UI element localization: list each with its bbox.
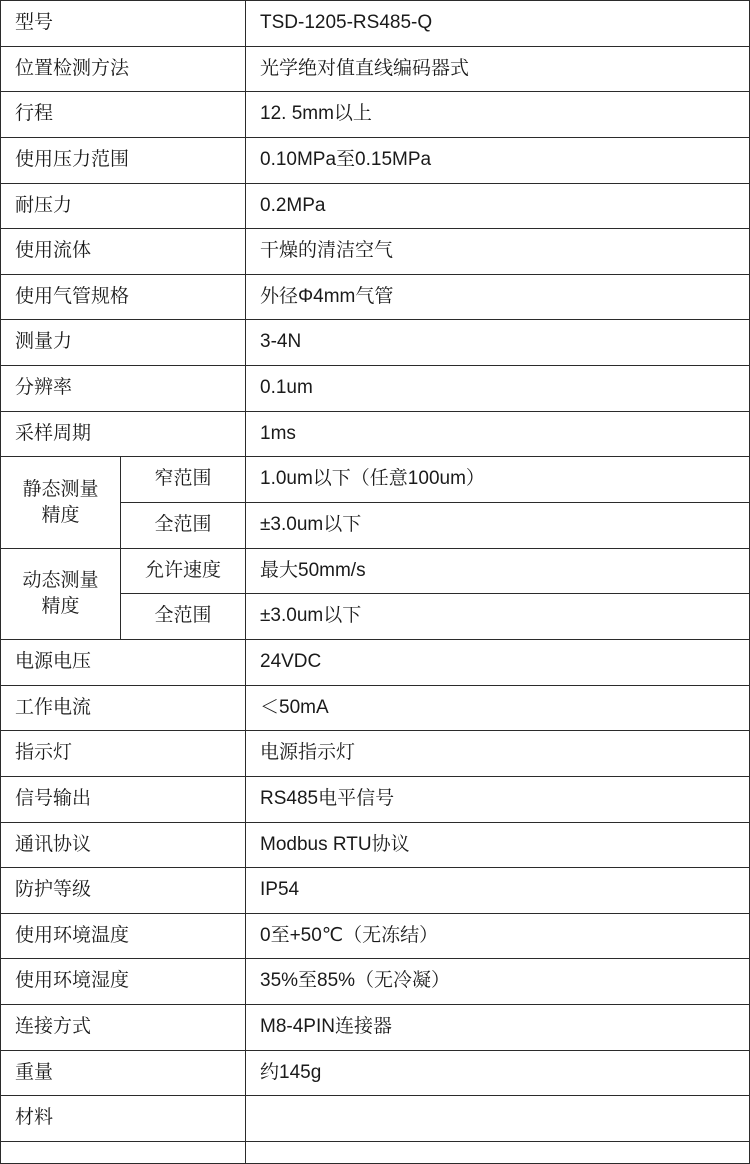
- row-group-label-line2: 精度: [41, 595, 80, 617]
- row-value: 约145g: [246, 1050, 750, 1096]
- table-row: [1, 639, 750, 685]
- row-value: IP54: [246, 868, 750, 914]
- table-row: [1, 685, 750, 731]
- table-row-group-static: [1, 457, 750, 503]
- row-label: 连接方式: [1, 1005, 246, 1051]
- row-value: [246, 1096, 750, 1142]
- row-label: 使用环境温度: [1, 913, 246, 959]
- row-value: 0.2MPa: [246, 183, 750, 229]
- row-value: 最大50mm/s: [246, 548, 750, 594]
- row-label: 工作电流: [1, 685, 246, 731]
- table-row: [1, 959, 750, 1005]
- row-value: RS485电平信号: [246, 776, 750, 822]
- table-row: [1, 776, 750, 822]
- row-label: 行程: [1, 92, 246, 138]
- row-label: 重量: [1, 1050, 246, 1096]
- row-value: Modbus RTU协议: [246, 822, 750, 868]
- table-row: [1, 137, 750, 183]
- row-label: 型号: [1, 1, 246, 47]
- table-row: [1, 320, 750, 366]
- row-label: 耐压力: [1, 183, 246, 229]
- row-group-label-line1: 静态测量: [22, 478, 99, 500]
- row-label: 通讯协议: [1, 822, 246, 868]
- row-label: 分辨率: [1, 366, 246, 412]
- row-sublabel: 全范围: [121, 503, 246, 549]
- row-value: 0.10MPa至0.15MPa: [246, 137, 750, 183]
- row-label: 使用气管规格: [1, 274, 246, 320]
- row-value: 35%至85%（无冷凝）: [246, 959, 750, 1005]
- table-row-material: [1, 1142, 750, 1164]
- table-row: [1, 822, 750, 868]
- row-group-label-line1: 动态测量: [22, 570, 99, 592]
- row-value: 1.0um以下（任意100um）: [246, 457, 750, 503]
- table-row: [1, 411, 750, 457]
- table-row: [1, 229, 750, 275]
- row-group-label-line2: 精度: [41, 504, 80, 526]
- table-row: [1, 46, 750, 92]
- row-value: ＜50mA: [246, 685, 750, 731]
- row-value: [246, 1142, 750, 1164]
- row-label: 采样周期: [1, 411, 246, 457]
- specification-table-body: [1, 1, 750, 1164]
- row-label: 使用环境湿度: [1, 959, 246, 1005]
- row-sublabel: 窄范围: [121, 457, 246, 503]
- row-sublabel: 全范围: [121, 594, 246, 640]
- row-value: 1ms: [246, 411, 750, 457]
- table-row: [1, 1, 750, 47]
- row-value: 0至+50℃（无冻结）: [246, 913, 750, 959]
- table-row: [1, 1005, 750, 1051]
- row-group-label: [1, 457, 121, 548]
- row-value: 外径Φ4mm气管: [246, 274, 750, 320]
- row-sublabel: 允许速度: [121, 548, 246, 594]
- row-value: M8-4PIN连接器: [246, 1005, 750, 1051]
- row-value: 3-4N: [246, 320, 750, 366]
- row-group-label: [1, 548, 121, 639]
- row-label: 材料: [1, 1096, 246, 1142]
- row-value: ±3.0um以下: [246, 503, 750, 549]
- row-value: 24VDC: [246, 639, 750, 685]
- table-row: [1, 274, 750, 320]
- row-value: TSD-1205-RS485-Q: [246, 1, 750, 47]
- table-row-group-dynamic: [1, 548, 750, 594]
- table-row: [1, 868, 750, 914]
- row-label: 电源电压: [1, 639, 246, 685]
- row-label: 指示灯: [1, 731, 246, 777]
- table-row: [1, 183, 750, 229]
- table-row: [1, 731, 750, 777]
- row-value: 干燥的清洁空气: [246, 229, 750, 275]
- row-value: 12. 5mm以上: [246, 92, 750, 138]
- row-label: 防护等级: [1, 868, 246, 914]
- row-label: [1, 1142, 246, 1164]
- row-value: 光学绝对值直线编码器式: [246, 46, 750, 92]
- row-value: 0.1um: [246, 366, 750, 412]
- table-row: [1, 1050, 750, 1096]
- row-value: 电源指示灯: [246, 731, 750, 777]
- row-label: 信号输出: [1, 776, 246, 822]
- row-label: 测量力: [1, 320, 246, 366]
- row-label: 使用流体: [1, 229, 246, 275]
- row-value: ±3.0um以下: [246, 594, 750, 640]
- table-row: [1, 366, 750, 412]
- row-label: 位置检测方法: [1, 46, 246, 92]
- table-row: [1, 913, 750, 959]
- table-row: [1, 92, 750, 138]
- row-label: 使用压力范围: [1, 137, 246, 183]
- table-row: [1, 1096, 750, 1142]
